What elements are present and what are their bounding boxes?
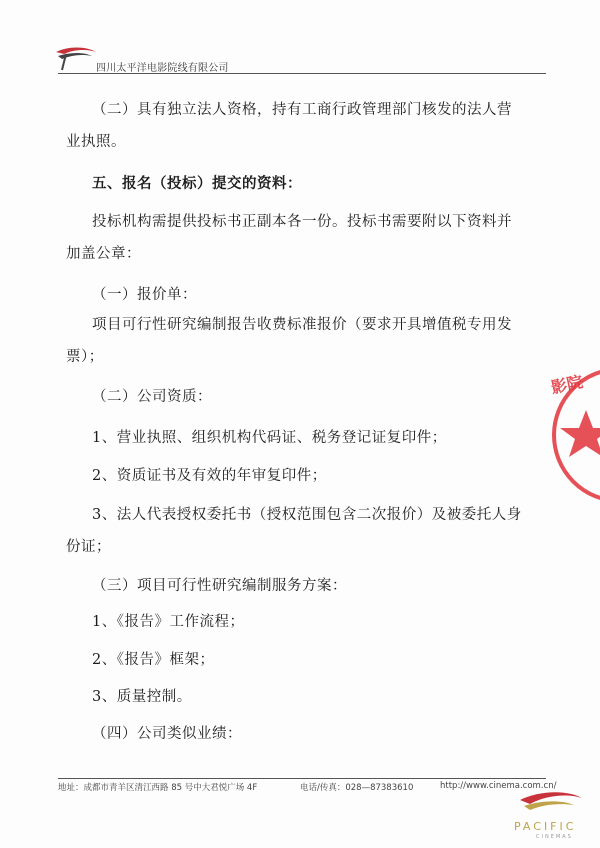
body-line: 2、资质证书及有效的年审复印件；: [92, 468, 327, 484]
footer-brand-sub: CINEMAS: [536, 834, 573, 840]
footer-address: 地址：成都市青羊区清江西路 85 号中大君悦广场 4F: [58, 783, 258, 793]
red-star-seal-icon: [548, 360, 600, 510]
footer-divider: [58, 778, 546, 779]
stamp-text: 影院: [549, 371, 585, 398]
body-line: 加盖公章：: [66, 246, 141, 262]
pacific-swoosh-footer-logo-icon: [510, 786, 590, 822]
pacific-swoosh-logo-icon: [52, 44, 100, 72]
body-line: 1、营业执照、组织机构代码证、税务登记证复印件；: [92, 430, 447, 446]
body-line: 票）；: [66, 349, 104, 365]
body-line: （二）公司资质：: [92, 389, 212, 405]
body-line: 3、质量控制。: [92, 689, 192, 705]
footer-brand-name: PACIFIC: [514, 820, 577, 833]
body-line: 2、《报告》框架；: [92, 652, 215, 668]
body-line: （一）报价单：: [92, 287, 197, 303]
body-line: 份证；: [66, 539, 111, 555]
body-line: 业执照。: [66, 134, 126, 150]
body-line: 项目可行性研究编制报告收费标准报价（要求开具增值税专用发: [92, 317, 512, 333]
body-line: （三）项目可行性研究编制服务方案：: [92, 578, 347, 594]
body-line: 五、报名（投标）提交的资料：: [92, 175, 302, 192]
body-line: （二）具有独立法人资格，持有工商行政管理部门核发的法人营: [92, 102, 512, 118]
footer-phone: 电话/传真：028—87383610: [300, 783, 414, 793]
footer-website-link[interactable]: http://www.cinema.com.cn/: [440, 781, 557, 791]
body-line: 3、法人代表授权委托书（授权范围包含二次报价）及被委托人身: [92, 507, 522, 523]
header-divider: [58, 73, 546, 74]
body-line: （四）公司类似业绩：: [92, 726, 242, 742]
body-line: 1、《报告》工作流程；: [92, 614, 245, 630]
body-line: 投标机构需提供投标书正副本各一份。投标书需要附以下资料并: [92, 214, 512, 230]
header-company-name: 四川太平洋电影院线有限公司: [96, 63, 229, 74]
